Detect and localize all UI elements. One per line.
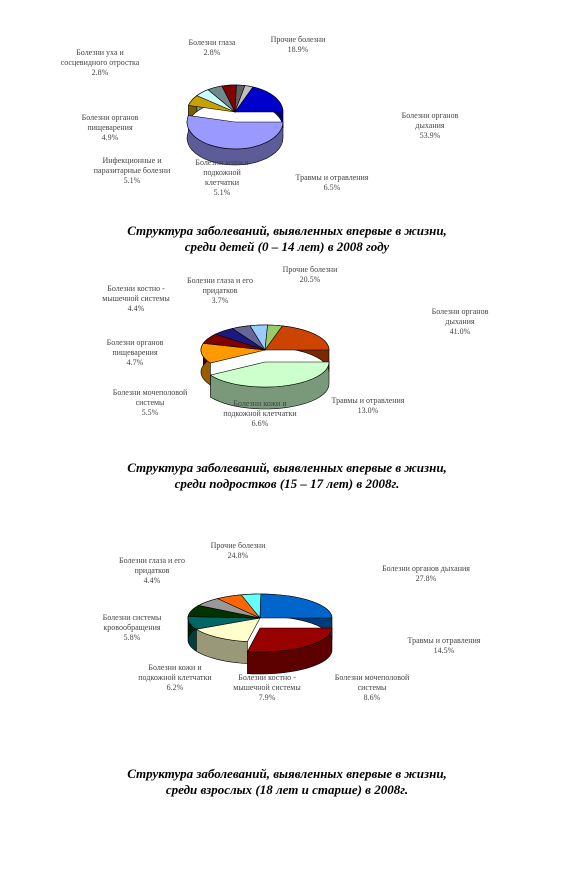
pie-2-label-5: Болезни органов пищеварения 4.7% [106, 338, 164, 367]
pie-3-label-4: Болезни костно -мышечной системы 7.9% [233, 673, 301, 702]
chart-3-caption [0, 766, 574, 798]
chart-3-subtitle: среди взрослых (18 лет и старше) в 2008г. [165, 782, 409, 797]
pie-2-label-2: Травмы и отравления 13.0% [331, 396, 405, 415]
pie-3-label-5: Болезни кожи и подкожной клетчатки 6.2% [138, 663, 212, 692]
pie-2-label-4: Болезни мочеполовой системы 5.5% [112, 388, 188, 417]
chart-1-caption [0, 223, 574, 255]
pie-2-label-6: Болезни костно -мышечной системы 4.4% [102, 284, 170, 313]
pie-1-label-4: Инфекционные и паразитарные болезни 5.1% [93, 156, 171, 185]
pie-2-label-3: Болезни кожи и подкожной клетчатки 6.6% [223, 399, 297, 428]
chart-3-title: Структура заболеваний, выявленных впервые в жизни, [127, 766, 447, 781]
pie-1-label-6: Болезни уха и сосцевидного отростка 2.8% [60, 48, 140, 77]
pie-3-label-3: Болезни мочеполовой системы 8.6% [334, 673, 410, 702]
chart-1-subtitle: среди детей (0 – 14 лет) в 2008 году [184, 239, 390, 254]
pie-3-label-2: Травмы и отравления 14.5% [407, 636, 481, 655]
pie-2-label-1: Болезни органов дыхания 41.0% [431, 307, 489, 336]
chart-1-title: Структура заболеваний, выявленных впервые в жизни, [127, 223, 447, 238]
pie-1-label-8: Прочие болезни 18.9% [270, 35, 326, 54]
pie-3-slice-8 [260, 594, 332, 618]
chart-2-subtitle: среди подростков (15 – 17 лет) в 2008г. [174, 476, 400, 491]
pie-3-label-6: Болезни системы кровообращения 5.8% [102, 613, 162, 642]
pie-3-label-7: Болезни глаза и его придатков 4.4% [119, 556, 185, 585]
pie-chart-3 [103, 541, 481, 702]
pie-chart-2 [102, 265, 488, 428]
pie-3-label-8: Прочие болезни 24.8% [210, 541, 266, 560]
chart-2-title: Структура заболеваний, выявленных впервые в жизни, [127, 460, 447, 475]
pie-1-label-5: Болезни органов пищеварения 4.9% [81, 113, 139, 142]
pie-2-label-8: Прочие болезни 20.5% [282, 265, 338, 284]
pie-1-label-1: Болезни органов дыхания 53.9% [401, 111, 459, 140]
pie-chart-1 [61, 35, 459, 197]
pie-2-label-7: Болезни глаза и его придатков 3.7% [187, 276, 253, 305]
pie-1-label-2: Травмы и отравления 6.5% [295, 173, 369, 192]
pie-1-label-7: Болезни глаза 2.8% [188, 38, 236, 57]
chart-2-caption [0, 460, 574, 492]
pie-3-label-1: Болезни органов дыхания 27.8% [382, 564, 470, 583]
pie-1-label-3: Болезни кожи и подкожной клетчатки 5.1% [195, 158, 249, 197]
